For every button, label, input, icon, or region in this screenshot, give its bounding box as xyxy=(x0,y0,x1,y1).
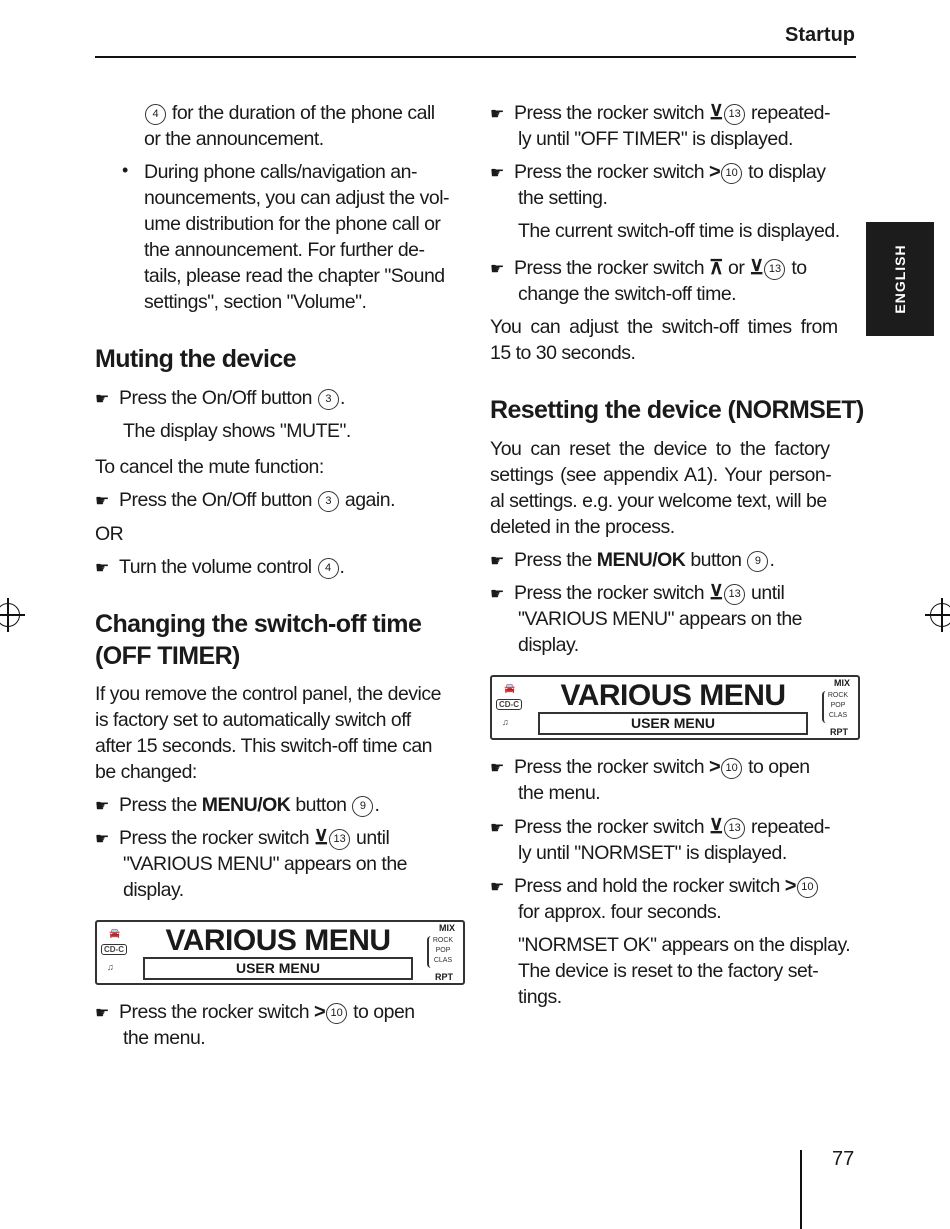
number-circle: 10 xyxy=(721,758,742,779)
pointing-hand-icon: ☛ xyxy=(490,879,504,896)
display-main-text: VARIOUS MENU xyxy=(165,924,391,957)
number-circle: 10 xyxy=(326,1003,347,1024)
bullet-line: During phone calls/navigation an- xyxy=(144,161,417,183)
device-display xyxy=(95,920,465,985)
source-icons xyxy=(496,681,534,733)
step-line: ☛ Press the rocker switch ⊼ or ⊻ 13 to xyxy=(490,255,807,283)
step-line: ☛ Press the On/Off button 3 again. xyxy=(95,487,395,515)
text-line: OR xyxy=(95,523,124,545)
pointing-hand-icon: ☛ xyxy=(95,798,109,815)
heading-muting: Muting the device xyxy=(95,345,296,373)
number-circle: 3 xyxy=(318,491,339,512)
page-number: 77 xyxy=(832,1148,855,1170)
rocker-down-icon: ⊻ xyxy=(708,102,724,124)
para-line: is factory set to automatically switch off xyxy=(95,709,411,731)
page-header-title: Startup xyxy=(785,24,855,46)
step-line: ☛ Press the MENU/OK button 9 . xyxy=(95,792,379,820)
music-icon: ♫ xyxy=(502,717,509,727)
registration-mark-icon xyxy=(930,603,950,627)
step-line: ☛ Press the rocker switch > 10 to display xyxy=(490,159,825,187)
number-circle: 13 xyxy=(724,818,745,839)
step-line-cont: ly until "OFF TIMER" is displayed. xyxy=(518,128,793,150)
step-line-cont: display. xyxy=(518,634,579,656)
result-line: "NORMSET OK" appears on the display. xyxy=(518,934,851,956)
text-line: 15 to 30 seconds. xyxy=(490,342,636,364)
pointing-hand-icon: ☛ xyxy=(95,391,109,408)
rocker-right-icon: > xyxy=(708,756,721,778)
number-circle: 4 xyxy=(318,558,339,579)
number-circle: 9 xyxy=(352,796,373,817)
cdc-badge: CD-C xyxy=(101,944,127,955)
number-circle: 13 xyxy=(724,584,745,605)
left-line: 4 for the duration of the phone call xyxy=(144,100,435,126)
step-line-cont: for approx. four seconds. xyxy=(518,901,722,923)
device-display xyxy=(490,675,860,740)
source-icons xyxy=(101,926,139,978)
rpt-label: RPT xyxy=(435,972,453,982)
step-line: ☛ Press the On/Off button 3 . xyxy=(95,385,345,413)
bullet-line: nouncements, you can adjust the vol- xyxy=(144,187,450,209)
pointing-hand-icon: ☛ xyxy=(95,493,109,510)
result-line: The device is reset to the factory set- xyxy=(518,960,819,982)
para-line: You can reset the device to the factory xyxy=(490,438,830,460)
step-line-cont: the menu. xyxy=(123,1027,206,1049)
language-tab xyxy=(866,222,934,336)
step-line: ☛ Press the rocker switch ⊻ 13 until xyxy=(95,825,389,853)
pointing-hand-icon: ☛ xyxy=(490,106,504,123)
step-line: ☛ Press the rocker switch > 10 to open xyxy=(95,999,415,1027)
left-line: or the announcement. xyxy=(144,128,324,150)
step-line-cont: "VARIOUS MENU" appears on the xyxy=(123,853,408,875)
number-circle: 13 xyxy=(329,829,350,850)
bullet-line: ume distribution for the phone call or xyxy=(144,213,441,235)
number-circle: 4 xyxy=(145,104,166,125)
display-sub-text: USER MENU xyxy=(143,957,413,980)
result-line: The current switch-off time is displayed. xyxy=(518,220,840,242)
number-circle: 10 xyxy=(797,877,818,898)
rocker-down-icon: ⊻ xyxy=(708,816,724,838)
number-circle: 9 xyxy=(747,551,768,572)
bullet-icon: • xyxy=(122,160,129,180)
number-circle: 3 xyxy=(318,389,339,410)
rocker-right-icon: > xyxy=(784,875,796,897)
para-line: after 15 seconds. This switch-off time can xyxy=(95,735,433,757)
para-line: be changed: xyxy=(95,761,197,783)
text-line: To cancel the mute function: xyxy=(95,456,324,478)
mix-label: MIX xyxy=(438,923,455,933)
para-line: deleted in the process. xyxy=(490,516,675,538)
pointing-hand-icon: ☛ xyxy=(490,586,504,603)
pointing-hand-icon: ☛ xyxy=(490,820,504,837)
cdc-badge: CD-C xyxy=(496,699,522,710)
bullet-line: settings", section "Volume". xyxy=(144,291,367,313)
pointing-hand-icon: ☛ xyxy=(95,831,109,848)
number-circle: 10 xyxy=(721,163,742,184)
result-line: The display shows "MUTE". xyxy=(123,420,351,442)
step-line-cont: display. xyxy=(123,879,184,901)
para-line: If you remove the control panel, the device xyxy=(95,683,441,705)
music-icon: ♫ xyxy=(107,962,114,972)
mix-label: MIX xyxy=(833,678,850,688)
rpt-label: RPT xyxy=(830,727,848,737)
number-circle: 13 xyxy=(724,104,745,125)
genre-list: ROCK POP CLAS xyxy=(427,936,457,968)
footer-rule xyxy=(800,1150,802,1229)
rocker-right-icon: > xyxy=(708,161,721,183)
bullet-line: tails, please read the chapter "Sound xyxy=(144,265,445,287)
display-main-text: VARIOUS MENU xyxy=(560,679,786,712)
heading-off-timer: Changing the switch-off time xyxy=(95,610,422,638)
result-line: tings. xyxy=(518,986,562,1008)
registration-mark-icon xyxy=(0,603,20,627)
pointing-hand-icon: ☛ xyxy=(490,760,504,777)
rocker-right-icon: > xyxy=(313,1001,326,1023)
step-line: ☛ Press the rocker switch ⊻ 13 repeated- xyxy=(490,814,830,842)
car-icon: 🚘 xyxy=(504,683,516,693)
header-rule xyxy=(95,56,856,58)
para-line: al settings. e.g. your welcome text, will be xyxy=(490,490,827,512)
pointing-hand-icon: ☛ xyxy=(490,165,504,182)
step-line: ☛ Press the rocker switch ⊻ 13 repeated- xyxy=(490,100,830,128)
rocker-down-icon: ⊻ xyxy=(313,827,329,849)
step-line: ☛ Press the rocker switch > 10 to open xyxy=(490,754,810,782)
step-line-cont: the setting. xyxy=(518,187,608,209)
step-line: ☛ Press the MENU/OK button 9 . xyxy=(490,547,774,575)
step-line-cont: the menu. xyxy=(518,782,601,804)
bullet-line: the announcement. For further de- xyxy=(144,239,425,261)
heading-off-timer-2: (OFF TIMER) xyxy=(95,642,240,670)
pointing-hand-icon: ☛ xyxy=(490,553,504,570)
rocker-up-icon: ⊼ xyxy=(708,257,724,279)
number-circle: 13 xyxy=(764,259,785,280)
step-line: ☛ Turn the volume control 4 . xyxy=(95,554,344,582)
para-line: settings (see appendix A1). Your person- xyxy=(490,464,832,486)
step-line-cont: "VARIOUS MENU" appears on the xyxy=(518,608,803,630)
step-line-cont: change the switch-off time. xyxy=(518,283,737,305)
text-line: You can adjust the switch-off times from xyxy=(490,316,838,338)
rocker-down-icon: ⊻ xyxy=(749,257,764,279)
step-line-cont: ly until "NORMSET" is displayed. xyxy=(518,842,787,864)
pointing-hand-icon: ☛ xyxy=(490,261,504,278)
pointing-hand-icon: ☛ xyxy=(95,1005,109,1022)
pointing-hand-icon: ☛ xyxy=(95,560,109,577)
rocker-down-icon: ⊻ xyxy=(708,582,724,604)
display-sub-text: USER MENU xyxy=(538,712,808,735)
genre-list: ROCK POP CLAS xyxy=(822,691,852,723)
step-line: ☛ Press and hold the rocker switch > 10 xyxy=(490,873,819,901)
car-icon: 🚘 xyxy=(109,928,121,938)
heading-reset: Resetting the device (NORMSET) xyxy=(490,396,864,424)
language-tab-label: ENGLISH xyxy=(892,244,908,314)
step-line: ☛ Press the rocker switch ⊻ 13 until xyxy=(490,580,784,608)
